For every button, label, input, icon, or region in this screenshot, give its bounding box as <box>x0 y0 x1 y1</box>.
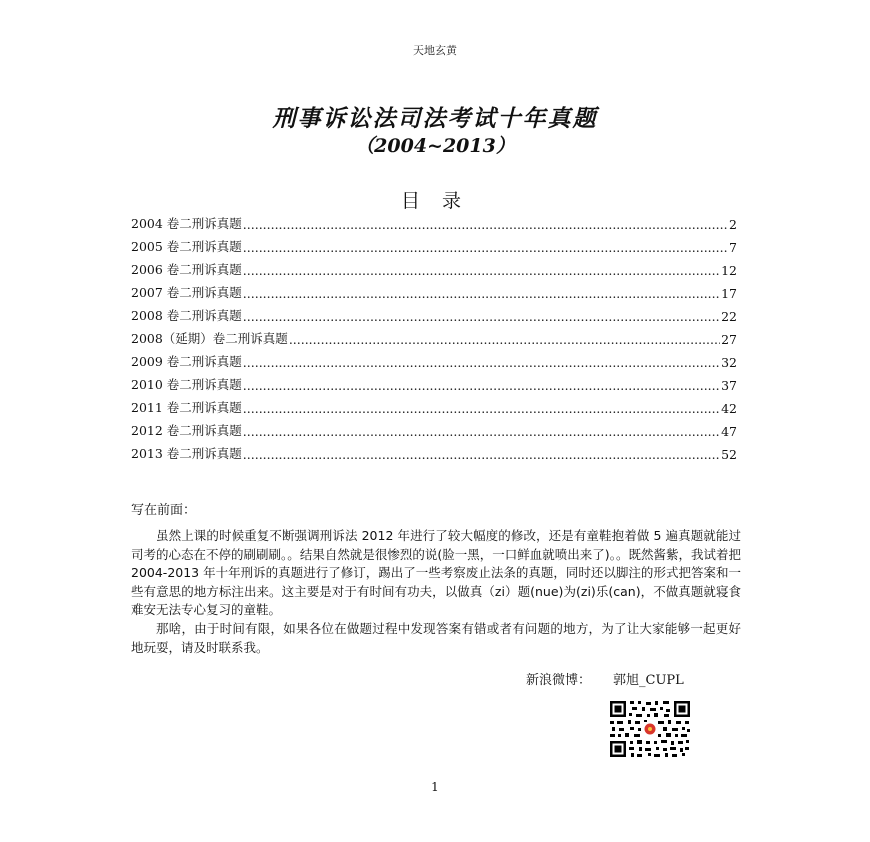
toc-entry-page: 27 <box>721 332 737 347</box>
toc-entry[interactable] <box>131 209 737 232</box>
weibo-handle: 郭旭_CUPL <box>613 673 684 688</box>
toc-heading: 目 录 <box>400 190 470 212</box>
toc-entry[interactable] <box>131 278 737 301</box>
toc-entry-label: 2008（延期）卷二刑诉真题 <box>131 331 288 346</box>
page-number: 1 <box>431 780 439 794</box>
toc-entry-page: 32 <box>721 355 737 370</box>
toc-entry-label: 2009 卷二刑诉真题 <box>131 354 242 369</box>
toc-entry[interactable] <box>131 301 737 324</box>
toc-entry-label: 2004 卷二刑诉真题 <box>131 216 242 231</box>
toc-leader-dots <box>243 217 728 232</box>
toc-leader-dots <box>243 286 720 301</box>
preface-body <box>131 527 741 657</box>
preface-heading: 写在前面： <box>131 503 197 518</box>
toc-leader-dots <box>243 263 720 278</box>
toc-entry[interactable] <box>131 232 737 255</box>
toc-entry-page: 42 <box>721 401 737 416</box>
preface-paragraph: 那啥，由于时间有限，如果各位在做题过程中发现答案有错或者有问题的地方，为了让大家能够一起更好地玩耍，请及时联系我。 <box>131 620 741 655</box>
page-header: 天地玄黄 <box>413 44 457 57</box>
toc-entry[interactable] <box>131 416 737 439</box>
toc-entry-label: 2007 卷二刑诉真题 <box>131 285 242 300</box>
toc-entry[interactable] <box>131 370 737 393</box>
toc-leader-dots <box>289 332 720 347</box>
document-subtitle: （2004~2013） <box>355 135 515 157</box>
weibo-contact <box>526 669 684 688</box>
toc-entry-label: 2013 卷二刑诉真题 <box>131 446 242 461</box>
toc-leader-dots <box>243 424 720 439</box>
toc-leader-dots <box>243 378 720 393</box>
toc-entry[interactable] <box>131 347 737 370</box>
preface-paragraph: 虽然上课的时候重复不断强调刑诉法 2012 年进行了较大幅度的修改，还是有童鞋抱着做 5 遍真题就能过司考的心态在不停的刷刷刷。。结果自然就是很惨烈的说(脸一黑，一口鲜血就喷出来了)。。既然酱紫，我试着把 2004-2013 年十年刑诉的真题进行了修订，踢出了一些考察废止法条的真题，同时还以脚注的形式把答案和一些有意思的地方标注出来。这主要是对于有时间有功夫，以做真（zi）题(nue)为(zi)乐(can)，不做真题就寝食难安无法专心复习的童鞋。 <box>131 528 741 618</box>
qr-code-icon <box>608 699 692 759</box>
toc-entry-page: 12 <box>721 263 737 278</box>
toc-entry-page: 17 <box>721 286 737 301</box>
toc-entry-label: 2005 卷二刑诉真题 <box>131 239 242 254</box>
toc-leader-dots <box>243 355 720 370</box>
toc-leader-dots <box>243 309 720 324</box>
toc-entry-page: 22 <box>721 309 737 324</box>
toc-entry[interactable] <box>131 439 737 462</box>
toc-entry-page: 52 <box>721 447 737 462</box>
toc-entry-label: 2010 卷二刑诉真题 <box>131 377 242 392</box>
toc-entry-label: 2011 卷二刑诉真题 <box>131 400 242 415</box>
table-of-contents <box>131 209 737 462</box>
toc-entry-label: 2012 卷二刑诉真题 <box>131 423 242 438</box>
toc-entry-page: 7 <box>729 240 737 255</box>
toc-entry[interactable] <box>131 393 737 416</box>
toc-entry-label: 2006 卷二刑诉真题 <box>131 262 242 277</box>
toc-leader-dots <box>243 240 728 255</box>
weibo-label: 新浪微博： <box>526 673 592 688</box>
toc-entry-page: 47 <box>721 424 737 439</box>
toc-entry-page: 37 <box>721 378 737 393</box>
toc-leader-dots <box>243 447 720 462</box>
toc-leader-dots <box>243 401 720 416</box>
toc-entry-page: 2 <box>729 217 737 232</box>
toc-entry-label: 2008 卷二刑诉真题 <box>131 308 242 323</box>
toc-entry[interactable] <box>131 324 737 347</box>
document-title: 刑事诉讼法司法考试十年真题 <box>272 106 598 132</box>
toc-entry[interactable] <box>131 255 737 278</box>
